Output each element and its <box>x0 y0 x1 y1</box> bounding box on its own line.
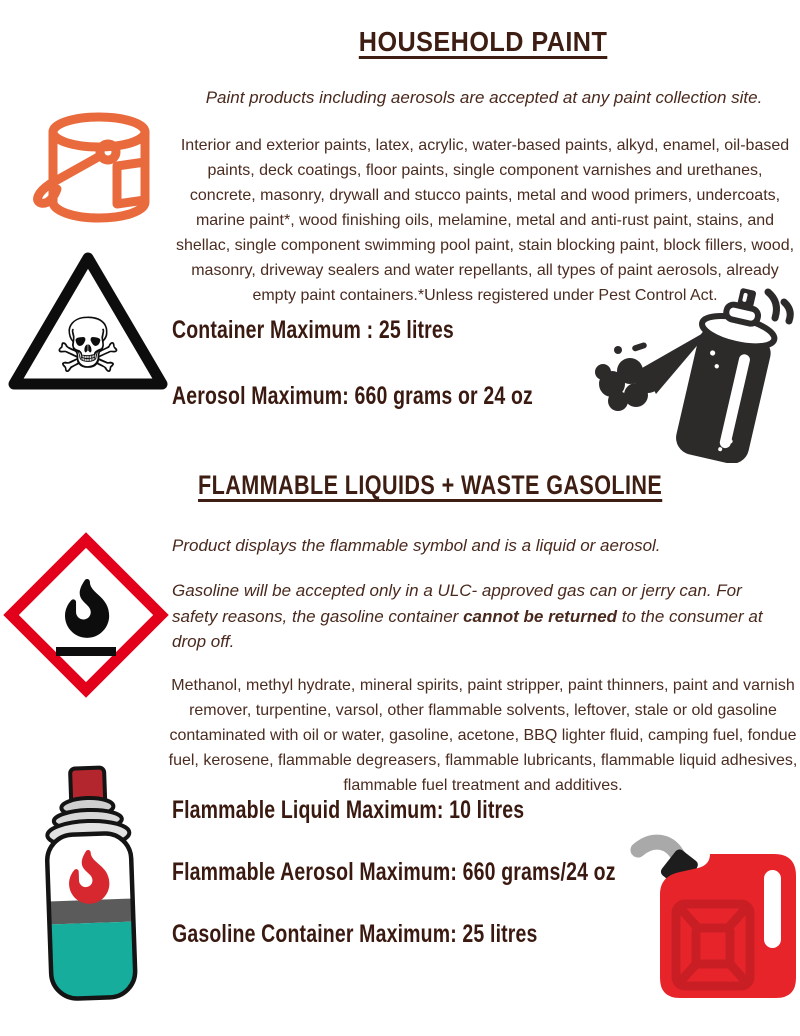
household-paint-title-wrap <box>166 26 800 58</box>
gasoline-note-bold: cannot be returned <box>463 606 618 626</box>
flammable-aerosol-maximum: Flammable Aerosol Maximum: 660 grams/24 oz <box>172 858 616 886</box>
skull-glyph: ☠ <box>53 301 123 390</box>
flammable-title: FLAMMABLE LIQUIDS + WASTE GASOLINE <box>197 470 663 500</box>
gasoline-container-maximum: Gasoline Container Maximum: 25 litres <box>172 920 538 948</box>
gasoline-note: Gasoline will be accepted only in a ULC- approved gas can or jerry can. For safety reasons, the gasoline container cannot be returned to the consumer at drop off. <box>172 581 763 651</box>
paint-subtitle: Paint products including aerosols are accepted at any paint collection site. <box>205 88 763 107</box>
fuel-aerosol-can-icon <box>20 762 162 1014</box>
page-title: HOUSEHOLD PAINT <box>358 26 608 57</box>
flammable-ghs-pictogram-icon <box>2 531 170 699</box>
container-maximum: Container Maximum : 25 litres <box>172 316 454 344</box>
flammable-accepted-items: Methanol, methyl hydrate, mineral spirits, paint stripper, paint thinners, paint and varnish remover, turpentine, varsol, other flammable solvents, leftover, stale or old gasoline contaminated with oil or water, gasoline, acetone, BBQ lighter fluid, camping fuel, fondue fuel, kerosene, flammable degreasers, flammable lubricants, flammable liquid adhesives, flammable fuel treatment and additives. <box>168 677 798 794</box>
spray-paint-can-icon <box>572 278 794 463</box>
flammable-title-wrap <box>0 470 800 501</box>
paint-accepted-items: Interior and exterior paints, latex, acrylic, water-based paints, alkyd, enamel, oil-based paints, deck coatings, floor paints, single component varnishes and urethanes, concrete, masonry, drywall and stucco paints, metal and wood primers, undercoats, marine paint*, wood finishing oils, melamine, metal and anti-rust paint, stains, and shellac, single component swimming pool paint, stain blocking paint, block fillers, wood, masonry, driveway sealers and water repellants, all types of paint aerosols, already empty paint containers.*Unless registered under Pest Control Act. <box>175 137 795 304</box>
gas-jerry-can-icon <box>614 832 800 1012</box>
flammable-liquid-maximum: Flammable Liquid Maximum: 10 litres <box>172 796 525 824</box>
paint-bucket-icon <box>26 100 168 242</box>
toxic-skull-warning-icon <box>6 248 170 396</box>
aerosol-maximum: Aerosol Maximum: 660 grams or 24 oz <box>172 382 533 410</box>
flammable-subtitle: Product displays the flammable symbol and is a liquid or aerosol. <box>172 536 661 555</box>
